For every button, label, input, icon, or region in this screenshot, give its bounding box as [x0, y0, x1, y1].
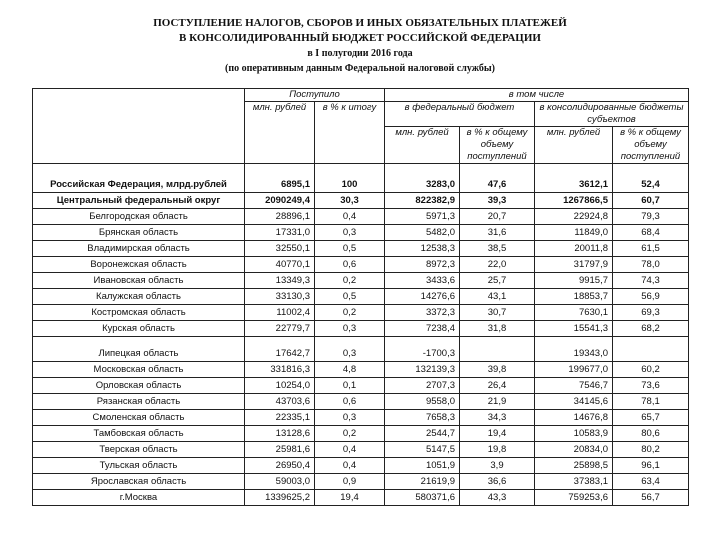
header-received: Поступило [245, 89, 385, 102]
title-line-2: В КОНСОЛИДИРОВАННЫЙ БЮДЖЕТ РОССИЙСКОЙ ФЕДЕРАЦИИ [179, 32, 541, 44]
cell-total: 28896,1 [245, 209, 315, 225]
cell-subjects: 7546,7 [535, 378, 613, 394]
cell-federal: -1700,3 [385, 337, 460, 362]
cell-pct-total: 19,4 [315, 490, 385, 506]
cell-federal-pct: 47,6 [460, 164, 535, 193]
cell-total: 40770,1 [245, 257, 315, 273]
cell-subjects-pct: 74,3 [613, 273, 689, 289]
table-row [33, 164, 689, 193]
cell-federal-pct: 21,9 [460, 394, 535, 410]
cell-total: 11002,4 [245, 305, 315, 321]
cell-subjects-pct: 80,6 [613, 426, 689, 442]
cell-subjects-pct: 61,5 [613, 241, 689, 257]
cell-subjects-pct: 56,7 [613, 490, 689, 506]
table-row [33, 394, 689, 410]
cell-federal: 1051,9 [385, 458, 460, 474]
cell-federal: 7658,3 [385, 410, 460, 426]
table-row [33, 442, 689, 458]
table-row [33, 193, 689, 209]
cell-federal-pct: 31,8 [460, 321, 535, 337]
cell-region-name: Тульская область [33, 458, 245, 474]
table-body [33, 164, 689, 506]
cell-federal-pct: 43,1 [460, 289, 535, 305]
cell-pct-total: 0,5 [315, 241, 385, 257]
cell-pct-total: 100 [315, 164, 385, 193]
cell-federal-pct: 38,5 [460, 241, 535, 257]
cell-region-name: Воронежская область [33, 257, 245, 273]
cell-federal-pct: 25,7 [460, 273, 535, 289]
cell-federal: 14276,6 [385, 289, 460, 305]
document-title [0, 16, 720, 76]
cell-total: 22335,1 [245, 410, 315, 426]
cell-federal: 3433,6 [385, 273, 460, 289]
cell-pct-total: 0,6 [315, 257, 385, 273]
cell-federal-pct: 31,6 [460, 225, 535, 241]
cell-federal-pct: 19,4 [460, 426, 535, 442]
cell-region-name: Тамбовская область [33, 426, 245, 442]
cell-total: 331816,3 [245, 362, 315, 378]
cell-pct-total: 0,3 [315, 321, 385, 337]
cell-total: 13349,3 [245, 273, 315, 289]
cell-federal: 9558,0 [385, 394, 460, 410]
cell-federal-pct: 36,6 [460, 474, 535, 490]
cell-federal: 8972,3 [385, 257, 460, 273]
cell-federal: 2707,3 [385, 378, 460, 394]
cell-subjects: 759253,6 [535, 490, 613, 506]
table-row [33, 362, 689, 378]
cell-pct-total: 0,5 [315, 289, 385, 305]
cell-pct-total: 0,3 [315, 337, 385, 362]
cell-region-name: г.Москва [33, 490, 245, 506]
cell-total: 26950,4 [245, 458, 315, 474]
cell-subjects: 15541,3 [535, 321, 613, 337]
cell-region-name: Российская Федерация, млрд.рублей [33, 164, 245, 193]
cell-region-name: Орловская область [33, 378, 245, 394]
cell-subjects-pct: 78,0 [613, 257, 689, 273]
cell-total: 1339625,2 [245, 490, 315, 506]
cell-region-name: Ивановская область [33, 273, 245, 289]
cell-pct-total: 0,9 [315, 474, 385, 490]
table-row [33, 426, 689, 442]
tax-revenue-table [32, 88, 689, 506]
cell-subjects-pct: 68,2 [613, 321, 689, 337]
header-sub-mln-rub: млн. рублей [535, 127, 613, 164]
cell-federal-pct: 22,0 [460, 257, 535, 273]
cell-subjects: 10583,9 [535, 426, 613, 442]
cell-federal: 580371,6 [385, 490, 460, 506]
header-consolidated: в консолидированные бюджеты субъектов [535, 102, 689, 127]
cell-federal-pct: 3,9 [460, 458, 535, 474]
cell-subjects-pct: 56,9 [613, 289, 689, 305]
table-row [33, 321, 689, 337]
header-row-1 [33, 89, 689, 102]
cell-subjects: 37383,1 [535, 474, 613, 490]
cell-region-name: Московская область [33, 362, 245, 378]
table-row [33, 378, 689, 394]
cell-subjects-pct: 60,2 [613, 362, 689, 378]
cell-subjects-pct: 80,2 [613, 442, 689, 458]
table-row [33, 273, 689, 289]
table-row [33, 474, 689, 490]
cell-subjects-pct: 78,1 [613, 394, 689, 410]
cell-subjects: 20834,0 [535, 442, 613, 458]
cell-region-name: Калужская область [33, 289, 245, 305]
cell-region-name: Белгородская область [33, 209, 245, 225]
table-row [33, 209, 689, 225]
cell-subjects: 14676,8 [535, 410, 613, 426]
header-fed-mln-rub: млн. рублей [385, 127, 460, 164]
cell-subjects-pct: 68,4 [613, 225, 689, 241]
cell-pct-total: 0,4 [315, 458, 385, 474]
table-row [33, 458, 689, 474]
cell-total: 2090249,4 [245, 193, 315, 209]
cell-federal-pct: 20,7 [460, 209, 535, 225]
cell-pct-total: 0,3 [315, 410, 385, 426]
cell-federal: 822382,9 [385, 193, 460, 209]
cell-subjects-pct: 60,7 [613, 193, 689, 209]
cell-region-name: Владимирская область [33, 241, 245, 257]
cell-subjects-pct: 79,3 [613, 209, 689, 225]
cell-total: 17331,0 [245, 225, 315, 241]
cell-federal: 21619,9 [385, 474, 460, 490]
cell-total: 33130,3 [245, 289, 315, 305]
cell-subjects: 3612,1 [535, 164, 613, 193]
cell-federal-pct: 30,7 [460, 305, 535, 321]
cell-pct-total: 0,4 [315, 442, 385, 458]
table-row [33, 410, 689, 426]
cell-pct-total: 0,1 [315, 378, 385, 394]
cell-federal: 5971,3 [385, 209, 460, 225]
table-row [33, 225, 689, 241]
cell-subjects: 19343,0 [535, 337, 613, 362]
cell-total: 17642,7 [245, 337, 315, 362]
cell-federal: 3372,3 [385, 305, 460, 321]
cell-subjects-pct: 96,1 [613, 458, 689, 474]
cell-total: 6895,1 [245, 164, 315, 193]
title-source: (по оперативным данным Федеральной налоговой службы) [225, 63, 495, 74]
header-pct-total: в % к итогу [315, 102, 385, 164]
table-row [33, 241, 689, 257]
cell-subjects-pct: 73,6 [613, 378, 689, 394]
cell-subjects-pct: 65,7 [613, 410, 689, 426]
cell-region-name: Курская область [33, 321, 245, 337]
header-federal: в федеральный бюджет [385, 102, 535, 127]
cell-federal-pct: 34,3 [460, 410, 535, 426]
cell-federal: 5482,0 [385, 225, 460, 241]
cell-federal: 3283,0 [385, 164, 460, 193]
table-row [33, 337, 689, 362]
cell-subjects-pct: 63,4 [613, 474, 689, 490]
cell-subjects: 18853,7 [535, 289, 613, 305]
cell-federal-pct [460, 337, 535, 362]
cell-subjects: 11849,0 [535, 225, 613, 241]
cell-total: 32550,1 [245, 241, 315, 257]
cell-federal: 7238,4 [385, 321, 460, 337]
table-row [33, 305, 689, 321]
title-period: в I полугодии 2016 года [307, 48, 413, 59]
cell-region-name: Центральный федеральный округ [33, 193, 245, 209]
cell-subjects: 1267866,5 [535, 193, 613, 209]
cell-region-name: Ярославская область [33, 474, 245, 490]
cell-total: 25981,6 [245, 442, 315, 458]
cell-subjects: 199677,0 [535, 362, 613, 378]
cell-subjects: 20011,8 [535, 241, 613, 257]
cell-subjects: 34145,6 [535, 394, 613, 410]
cell-pct-total: 0,2 [315, 273, 385, 289]
cell-subjects-pct: 52,4 [613, 164, 689, 193]
cell-total: 13128,6 [245, 426, 315, 442]
cell-total: 43703,6 [245, 394, 315, 410]
header-fed-pct: в % к общему объему поступлений [460, 127, 535, 164]
cell-federal: 5147,5 [385, 442, 460, 458]
cell-total: 59003,0 [245, 474, 315, 490]
header-including: в том числе [385, 89, 689, 102]
cell-total: 10254,0 [245, 378, 315, 394]
cell-pct-total: 0,2 [315, 305, 385, 321]
cell-subjects: 7630,1 [535, 305, 613, 321]
header-mln-rub: млн. рублей [245, 102, 315, 164]
cell-region-name: Тверская область [33, 442, 245, 458]
cell-federal-pct: 39,8 [460, 362, 535, 378]
cell-region-name: Брянская область [33, 225, 245, 241]
table-row [33, 257, 689, 273]
cell-pct-total: 0,6 [315, 394, 385, 410]
cell-federal: 12538,3 [385, 241, 460, 257]
cell-region-name: Смоленская область [33, 410, 245, 426]
header-sub-pct: в % к общему объему поступлений [613, 127, 689, 164]
cell-pct-total: 0,3 [315, 225, 385, 241]
cell-pct-total: 4,8 [315, 362, 385, 378]
cell-region-name: Костромская область [33, 305, 245, 321]
cell-subjects: 31797,9 [535, 257, 613, 273]
cell-federal: 2544,7 [385, 426, 460, 442]
cell-pct-total: 0,4 [315, 209, 385, 225]
cell-region-name: Липецкая область [33, 337, 245, 362]
cell-pct-total: 30,3 [315, 193, 385, 209]
cell-federal: 132139,3 [385, 362, 460, 378]
cell-subjects-pct [613, 337, 689, 362]
cell-federal-pct: 43,3 [460, 490, 535, 506]
header-blank-cell [33, 89, 245, 164]
cell-total: 22779,7 [245, 321, 315, 337]
cell-federal-pct: 26,4 [460, 378, 535, 394]
table-row [33, 490, 689, 506]
cell-subjects: 9915,7 [535, 273, 613, 289]
title-line-1: ПОСТУПЛЕНИЕ НАЛОГОВ, СБОРОВ И ИНЫХ ОБЯЗАТЕЛЬНЫХ ПЛАТЕЖЕЙ [153, 17, 567, 29]
cell-subjects: 25898,5 [535, 458, 613, 474]
cell-subjects: 22924,8 [535, 209, 613, 225]
cell-region-name: Рязанская область [33, 394, 245, 410]
cell-federal-pct: 39,3 [460, 193, 535, 209]
cell-pct-total: 0,2 [315, 426, 385, 442]
cell-subjects-pct: 69,3 [613, 305, 689, 321]
cell-federal-pct: 19,8 [460, 442, 535, 458]
table-row [33, 289, 689, 305]
